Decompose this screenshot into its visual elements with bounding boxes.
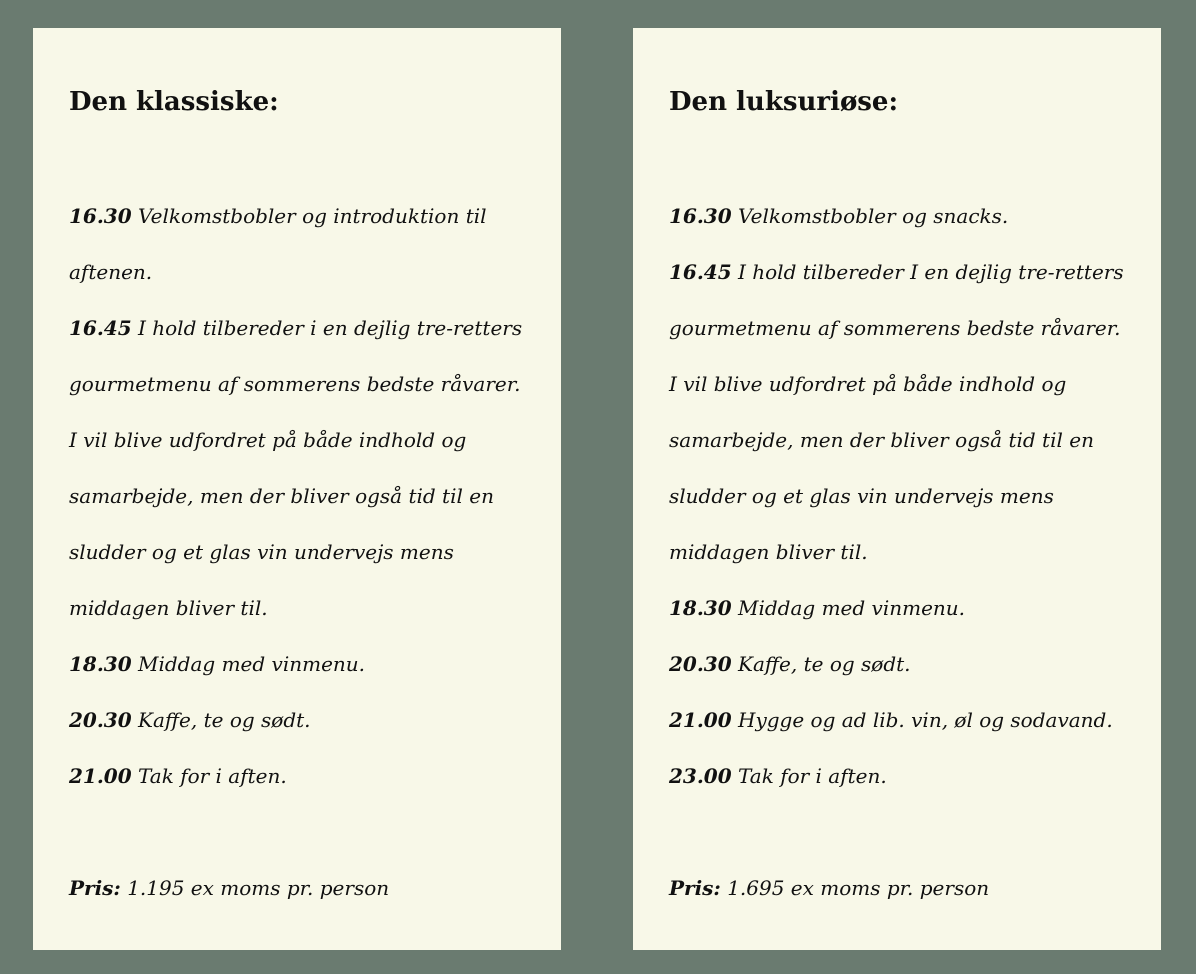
schedule-time: 20.30 [669, 652, 732, 676]
price-line [669, 860, 989, 916]
schedule-item [669, 580, 1131, 636]
schedule-time: 18.30 [669, 596, 732, 620]
schedule-text: Middag med vinmenu. [738, 596, 966, 620]
price-value: 1.195 ex moms pr. person [127, 876, 390, 900]
schedule-item [669, 692, 1131, 748]
menu-card-luxury [633, 28, 1161, 950]
menu-card-classic [33, 28, 561, 950]
price-line [69, 860, 389, 916]
schedule-time: 23.00 [669, 764, 732, 788]
schedule-item [69, 188, 531, 300]
schedule-text: I hold tilbereder I en dejlig tre-retters gourmetmenu af sommerens bedste råvarer. I vil blive udfordret på både indhold og samarbejde, men der bliver også tid til en sludder og et glas vin undervejs mens middagen bliver til. [669, 260, 1124, 564]
schedule-text: Tak for i aften. [138, 764, 287, 788]
schedule-text: Tak for i aften. [738, 764, 887, 788]
schedule-list [69, 188, 531, 804]
schedule-item [69, 300, 531, 636]
schedule-time: 16.45 [69, 316, 132, 340]
schedule-item [69, 748, 531, 804]
price-label: Pris: [669, 876, 721, 900]
schedule-text: Kaffe, te og sødt. [138, 708, 311, 732]
schedule-item [669, 636, 1131, 692]
schedule-text: Velkomstbobler og snacks. [738, 204, 1009, 228]
schedule-time: 20.30 [69, 708, 132, 732]
schedule-list [669, 188, 1131, 804]
schedule-item [669, 244, 1131, 580]
price-value: 1.695 ex moms pr. person [727, 876, 990, 900]
schedule-text: I hold tilbereder i en dejlig tre-retters gourmetmenu af sommerens bedste råvarer. I vil blive udfordret på både indhold og samarbejde, men der bliver også tid til en sludder og et glas vin undervejs mens middagen bliver til. [69, 316, 523, 620]
schedule-time: 16.45 [669, 260, 732, 284]
schedule-text: Velkomstbobler og introduktion til aftenen. [69, 204, 487, 284]
schedule-time: 16.30 [669, 204, 732, 228]
price-label: Pris: [69, 876, 121, 900]
schedule-item [69, 692, 531, 748]
schedule-time: 21.00 [69, 764, 132, 788]
schedule-time: 18.30 [69, 652, 132, 676]
schedule-item [669, 188, 1131, 244]
schedule-text: Hygge og ad lib. vin, øl og sodavand. [738, 708, 1113, 732]
schedule-text: Kaffe, te og sødt. [738, 652, 911, 676]
schedule-item [69, 636, 531, 692]
schedule-text: Middag med vinmenu. [138, 652, 366, 676]
schedule-time: 16.30 [69, 204, 132, 228]
schedule-time: 21.00 [669, 708, 732, 732]
menu-title: Den klassiske: [69, 87, 279, 117]
menu-title: Den luksuriøse: [669, 87, 899, 117]
schedule-item [669, 748, 1131, 804]
